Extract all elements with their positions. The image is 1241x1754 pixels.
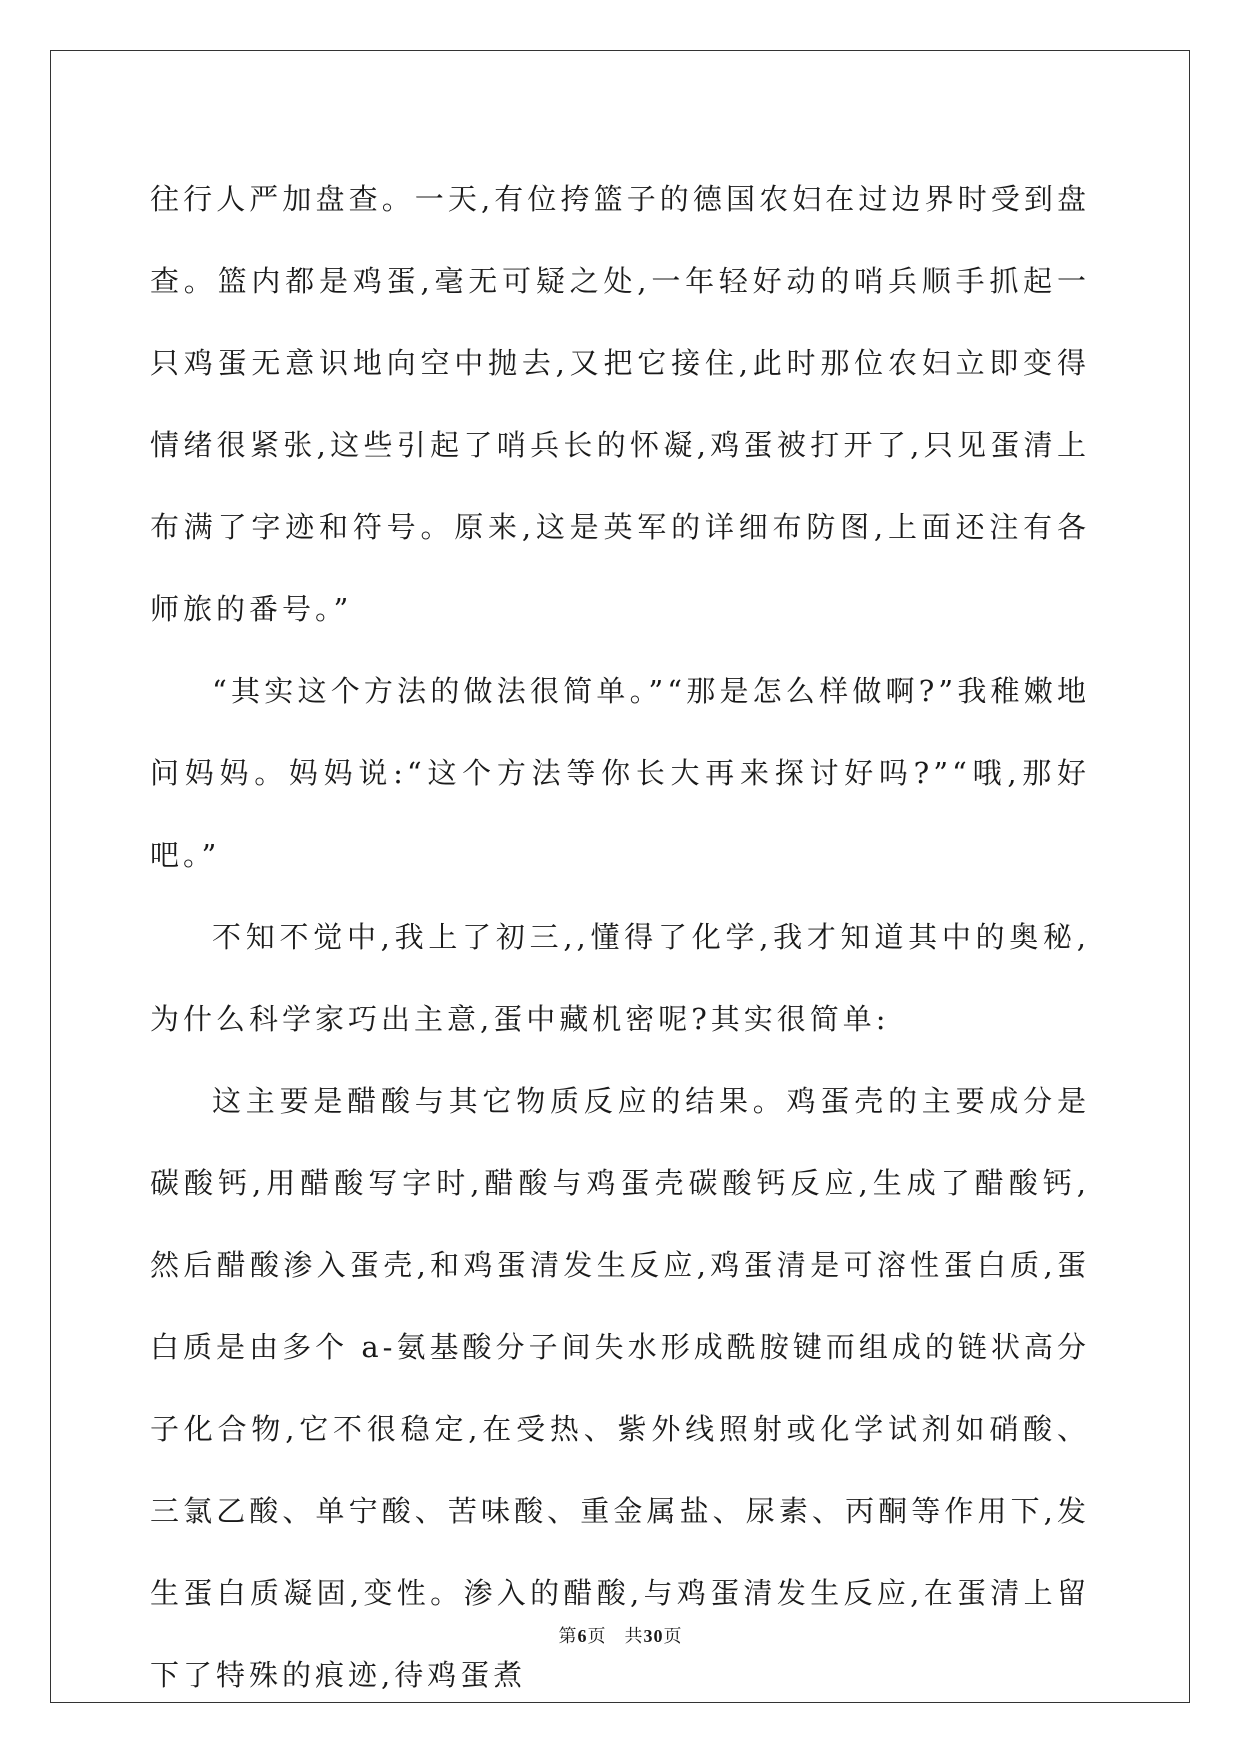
paragraph-1: 往行人严加盘查。一天,有位挎篮子的德国农妇在过边界时受到盘查。篮内都是鸡蛋,毫无可疑之处,一年轻好动的哨兵顺手抓起一只鸡蛋无意识地向空中抛去,又把它接住,此时那位农妇立即变得情绪很紧张,这些引起了哨兵长的怀凝,鸡蛋被打开了,只见蛋清上布满了字迹和符号。原来,这是英军的详细布防图,上面还注有各师旅的番号。” [150, 182, 1090, 626]
total-suffix: 页 [663, 1626, 683, 1647]
paragraph-3: 不知不觉中,我上了初三,,懂得了化学,我才知道其中的奥秘,为什么科学家巧出主意,蛋中藏机密呢?其实很简单: [150, 920, 1090, 1036]
page-prefix: 第 [558, 1626, 578, 1647]
document-body [150, 158, 1090, 1716]
page-footer [0, 1622, 1241, 1648]
page-number: 6 [577, 1626, 588, 1646]
page-suffix: 页 [587, 1626, 607, 1647]
total-pages: 30 [643, 1626, 664, 1646]
paragraph-2: “其实这个方法的做法很简单。”“那是怎么样做啊?”我稚嫩地问妈妈。妈妈说:“这个方法等你长大再来探讨好吗?”“哦,那好吧。” [150, 674, 1090, 872]
paragraph-4: 这主要是醋酸与其它物质反应的结果。鸡蛋壳的主要成分是碳酸钙,用醋酸写字时,醋酸与鸡蛋壳碳酸钙反应,生成了醋酸钙,然后醋酸渗入蛋壳,和鸡蛋清发生反应,鸡蛋清是可溶性蛋白质,蛋白质是由多个 a-氨基酸分子间失水形成酰胺键而组成的链状高分子化合物,它不很稳定,在受热、紫外线照射或化学试剂如硝酸、三氯乙酸、单宁酸、苦味酸、重金属盐、尿素、丙酮等作用下,发生蛋白质凝固,变性。渗入的醋酸,与鸡蛋清发生反应,在蛋清上留下了特殊的痕迹,待鸡蛋煮 [150, 1084, 1090, 1692]
total-prefix: 共 [624, 1626, 644, 1647]
